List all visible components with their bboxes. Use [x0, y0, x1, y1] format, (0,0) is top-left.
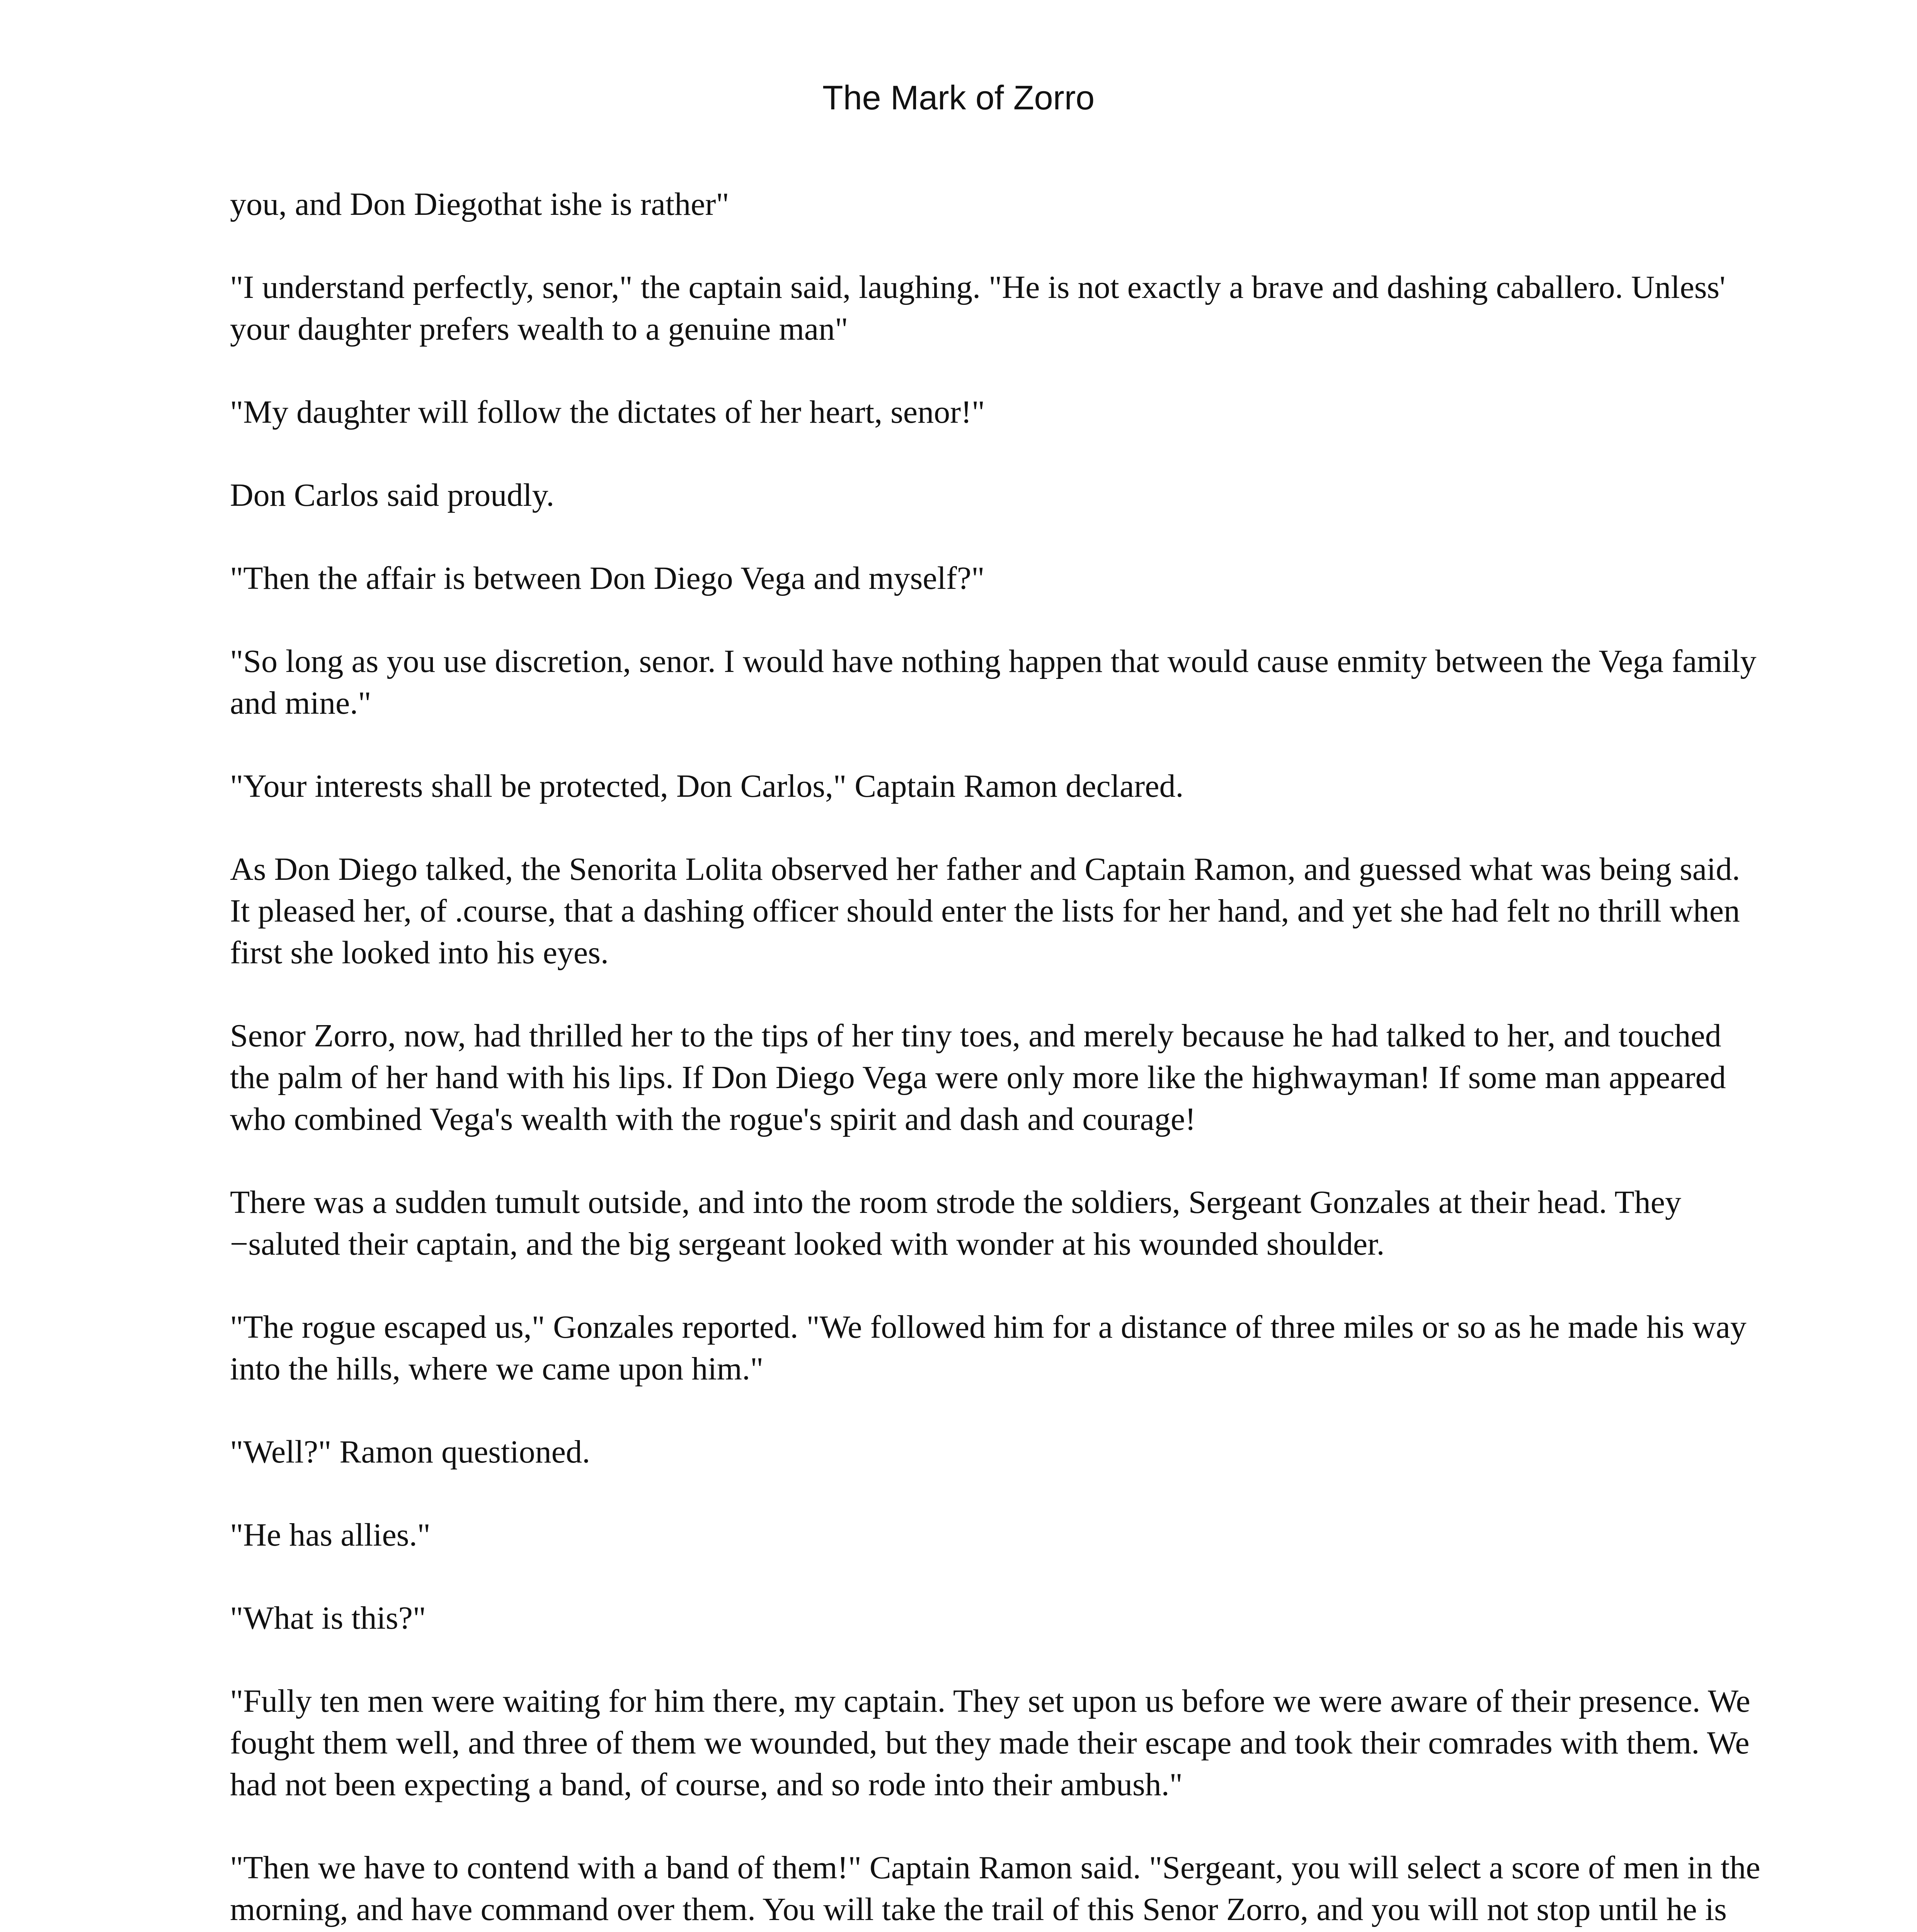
paragraph: "Then we have to contend with a band of them!" Captain Ramon said. "Sergeant, you will select a score of men in the morning, and have command over them. You will take the trail of this Senor Zorro, and you will not stop until he is	[230, 1850, 1760, 1927]
paragraph: "He has allies."	[230, 1517, 431, 1553]
paragraph: As Don Diego talked, the Senorita Lolita observed her father and Captain Ramon, and guessed what was being said. It pleased her, of .course, that a dashing officer should enter the lists for her hand, and yet she had felt no thrill when first she looked into his eyes.	[230, 851, 1740, 971]
paragraph: "Then the affair is between Don Diego Vega and myself?"	[230, 560, 985, 596]
running-head-title: The Mark of Zorro	[822, 78, 1095, 117]
paragraph: "So long as you use discretion, senor. I would have nothing happen that would cause enmity between the Vega family and mine."	[230, 643, 1757, 721]
page-body	[230, 184, 1764, 1932]
paragraph: "I understand perfectly, senor," the captain said, laughing. "He is not exactly a brave and dashing caballero. Unless' your daughter prefers wealth to a genuine man"	[230, 269, 1726, 347]
paragraph: There was a sudden tumult outside, and into the room strode the soldiers, Sergeant Gonzales at their head. They −saluted their captain, and the big sergeant looked with wonder at his wounded shoulder.	[230, 1184, 1681, 1262]
paragraph: "The rogue escaped us," Gonzales reported. "We followed him for a distance of three miles or so as he made his way into the hills, where we came upon him."	[230, 1309, 1747, 1387]
paragraph: "Well?" Ramon questioned.	[230, 1434, 590, 1470]
paragraph: "What is this?"	[230, 1600, 426, 1636]
paragraph: Don Carlos said proudly.	[230, 477, 555, 513]
paragraph: Senor Zorro, now, had thrilled her to the tips of her tiny toes, and merely because he had talked to her, and touched the palm of her hand with his lips. If Don Diego Vega were only more like the highwayman! If some man appeared who combined Vega's wealth with the rogue's spirit and dash and courage!	[230, 1018, 1726, 1137]
paragraph: you, and Don Diegothat ishe is rather"	[230, 186, 729, 222]
paragraph: "My daughter will follow the dictates of her heart, senor!"	[230, 394, 985, 430]
paragraph: "Your interests shall be protected, Don Carlos," Captain Ramon declared.	[230, 768, 1184, 804]
paragraph: "Fully ten men were waiting for him there, my captain. They set upon us before we were aware of their presence. We fought them well, and three of them we wounded, but they made their escape and took their comrades with them. We had not been expecting a band, of course, and so rode into their ambush."	[230, 1683, 1750, 1803]
